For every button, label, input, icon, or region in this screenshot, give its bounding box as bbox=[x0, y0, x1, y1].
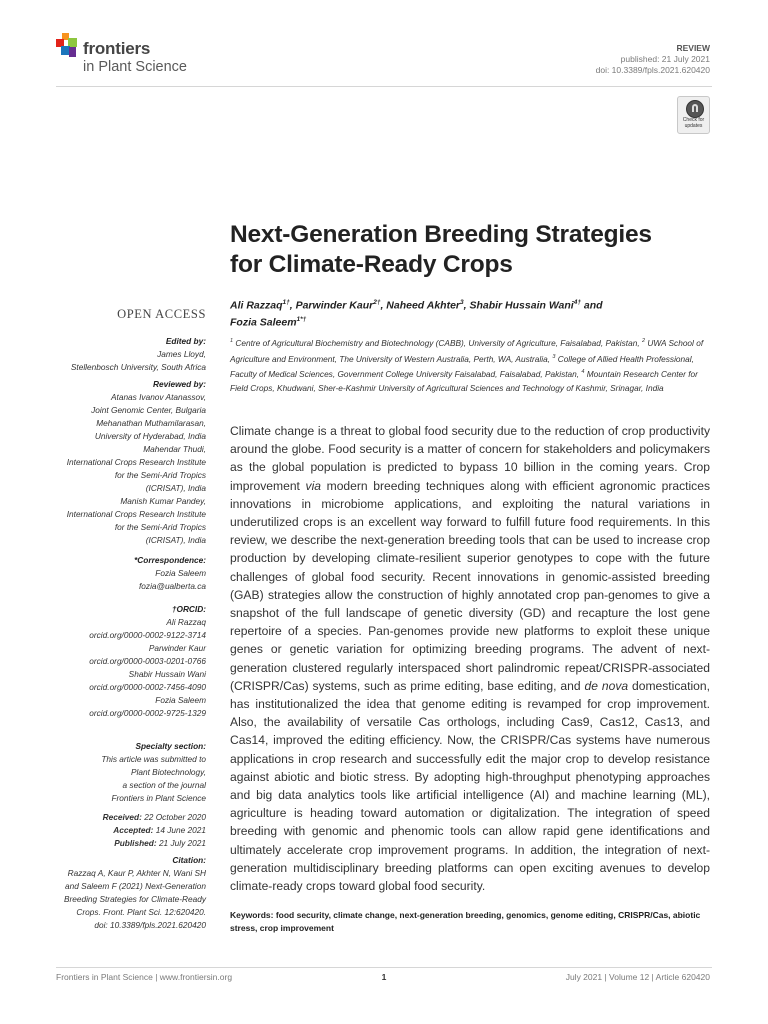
sidebar-line: Manish Kumar Pandey, bbox=[120, 496, 206, 506]
specialty-section bbox=[56, 740, 206, 805]
footer-journal-link[interactable]: Frontiers in Plant Science | www.frontiersin.org bbox=[56, 972, 233, 982]
sidebar-line: Shabir Hussain Wani bbox=[128, 669, 206, 679]
header-divider bbox=[56, 86, 712, 87]
sidebar-line: Mehanathan Muthamilarasan, bbox=[96, 418, 206, 428]
sidebar-line: orcid.org/0000-0003-0201-0766 bbox=[89, 656, 206, 666]
citation-section bbox=[56, 854, 206, 932]
sidebar-line: Fozia Saleem bbox=[155, 568, 206, 578]
journal-logo[interactable] bbox=[56, 33, 236, 81]
sidebar-line: doi: 10.3389/fpls.2021.620420 bbox=[94, 920, 206, 930]
page-number: 1 bbox=[381, 972, 387, 982]
footer-divider bbox=[56, 967, 712, 968]
logo-brand-text: frontiers bbox=[83, 39, 151, 58]
sidebar-line: International Crops Research Institute bbox=[66, 509, 206, 519]
article-meta bbox=[596, 43, 710, 76]
specialty-heading: Specialty section: bbox=[135, 741, 206, 751]
sidebar-line: a section of the journal bbox=[122, 780, 206, 790]
affiliations: $^1$ Centre of Agricultural Biochemistry and Biotechnology (CABB), University of Agriculture, Faisalabad, Pakistan, $^2$ UWA School of Agriculture and Environment, The University of Western Australia, Perth, WA, Australia, $^3$ College of Allied Health Professional, Faculty of Medical Sciences, Government College University Faisalabad, Faisalabad, Pakistan, $^4$ Mountain Research Center for Field Crops, Khudwani, Sher-e-Kashmir University of Agricultural Sciences and Technology of Kashmir, Srinagar, India bbox=[230, 337, 704, 393]
sidebar-lines bbox=[56, 391, 206, 547]
sidebar-line: Atanas Ivanov Atanassov, bbox=[110, 392, 206, 402]
sidebar-lines bbox=[56, 867, 206, 932]
article-title: Next-Generation Breeding Strategies for Climate-Ready Crops bbox=[230, 221, 652, 278]
logo-journal-text: in Plant Science bbox=[83, 59, 187, 75]
sidebar-line: International Crops Research Institute bbox=[66, 457, 206, 467]
check-updates-label: Check for updates bbox=[682, 117, 705, 129]
dates-section: Received: 22 October 2020 Accepted: 14 June 2021 Published: 21 July 2021 bbox=[102, 812, 206, 848]
orcid-heading: †ORCID: bbox=[171, 604, 206, 614]
reviewed-by-section bbox=[56, 378, 206, 547]
sidebar-line: Parwinder Kaur bbox=[148, 643, 206, 653]
sidebar-line: Frontiers in Plant Science bbox=[111, 793, 206, 803]
sidebar-lines bbox=[56, 348, 206, 374]
correspondence-heading: *Correspondence: bbox=[134, 555, 206, 565]
sidebar-line: Mahendar Thudi, bbox=[143, 444, 206, 454]
sidebar-line: Crops. Front. Plant Sci. 12:620420. bbox=[76, 907, 206, 917]
sidebar-line: Stellenbosch University, South Africa bbox=[70, 362, 206, 372]
sidebar-lines bbox=[56, 567, 206, 593]
sidebar-line: orcid.org/0000-0002-9725-1329 bbox=[89, 708, 206, 718]
author-name[interactable]: Naheed Akhter bbox=[386, 299, 460, 312]
sidebar-line: orcid.org/0000-0002-9122-3714 bbox=[89, 630, 206, 640]
doi-link[interactable]: doi: 10.3389/fpls.2021.620420 bbox=[595, 65, 710, 75]
edited-by-section bbox=[56, 335, 206, 374]
article-type: REVIEW bbox=[676, 43, 710, 53]
orcid-section bbox=[56, 603, 206, 720]
sidebar-line: for the Semi-Arid Tropics bbox=[114, 522, 206, 532]
edited-by-heading: Edited by: bbox=[165, 336, 206, 346]
author-list: Ali Razzaq$^{1\dagger}$, Parwinder Kaur$^{2\dagger}$, Naheed Akhter$^3$, Shabir Hussain Wani$^{4\dagger}$ and Fozia Saleem$^{1*\dagger}$ bbox=[230, 299, 603, 328]
sidebar-line: This article was submitted to bbox=[101, 754, 206, 764]
citation-heading: Citation: bbox=[172, 855, 206, 865]
author-name[interactable]: Shabir Hussain Wani bbox=[469, 299, 574, 312]
sidebar-line: Razzaq A, Kaur P, Akhter N, Wani SH bbox=[67, 868, 206, 878]
sidebar-line: and Saleem F (2021) Next-Generation bbox=[65, 881, 206, 891]
open-access-label: OPEN ACCESS bbox=[117, 307, 206, 321]
keywords: Keywords: food security, climate change, next-generation breeding, genomics, genome editing, CRISPR/Cas, abiotic stress, crop improvement bbox=[230, 910, 701, 933]
author-name[interactable]: Parwinder Kaur bbox=[295, 299, 374, 312]
sidebar-lines bbox=[56, 616, 206, 720]
published-date: published: 21 July 2021 bbox=[620, 54, 710, 64]
sidebar-line: (ICRISAT), India bbox=[145, 535, 206, 545]
abstract-text: Climate change is a threat to global food security due to the reduction of crop productivity around the globe. Food security is a matter of concern for stakeholders and policymakers as the global population is predicted to bypass 10 billion in the coming years. Crop improvement via modern breeding techniques along with efficient agronomic practices innovations in microbiome applications, and exploiting the natural variations in underutilized crops is an excellent way forward to fulfill future food requirements. In this review, we describe the next-generation breeding tools that can be used to increase crop production by developing climate-resilient superior genotypes to cope with the future challenges of global food security. Recent innovations in genomic-assisted breeding (GAB) strategies allow the construction of highly annotated crop pan-genomes to give a snapshot of the full landscape of genetic diversity (GD) and recapture the lost gene repertoire of a species. Pan-genomes provide new platforms to exploit these unique genes or genetic variation for optimizing breeding programs. The advent of next-generation clustered regularly interspaced short palindromic repeat/CRISPR-associated (CRISPR/Cas) systems, such as prime editing, base editing, and de nova domestication, has institutionalized the idea that genome editing is revamped for crop improvement. Also, the availability of versatile Cas orthologs, including Cas9, Cas12, Cas13, and Cas14, improved the editing efficiency. Now, the CRISPR/Cas systems have numerous applications in crop research and successfully edit the major crop to develop resistance against abiotic and biotic stress. By adopting high-throughput phenotyping approaches and big data analytics tools like artificial intelligence (AI) and machine learning (ML), agriculture is heading toward automation or digitalization. The integration of speed breeding with genomic and phenomic tools can allow rapid gene identifications and ultimately accelerate crop improvement programs. In addition, the integration of next-generation multidisciplinary breeding platforms can open exciting avenues to develop climate-ready crops toward global food security. bbox=[230, 424, 710, 894]
frontiers-logo-icon bbox=[56, 33, 82, 63]
sidebar-line: University of Hyderabad, India bbox=[94, 431, 206, 441]
sidebar-line: (ICRISAT), India bbox=[145, 483, 206, 493]
author-name[interactable]: Ali Razzaq bbox=[230, 299, 283, 312]
sidebar-line: Plant Biotechnology, bbox=[130, 767, 206, 777]
sidebar-line: Fozia Saleem bbox=[155, 695, 206, 705]
check-updates-icon bbox=[686, 100, 704, 118]
sidebar-line: Breeding Strategies for Climate-Ready bbox=[63, 894, 206, 904]
sidebar-lines bbox=[56, 753, 206, 805]
sidebar-line: fozia@ualberta.ca bbox=[139, 581, 206, 591]
reviewed-by-heading: Reviewed by: bbox=[152, 379, 206, 389]
check-for-updates-button[interactable] bbox=[677, 96, 710, 134]
sidebar-line: orcid.org/0000-0002-7456-4090 bbox=[89, 682, 206, 692]
correspondence-section bbox=[56, 554, 206, 593]
sidebar-line: for the Semi-Arid Tropics bbox=[114, 470, 206, 480]
author-name[interactable]: Fozia Saleem bbox=[230, 316, 297, 328]
footer-issue-info: July 2021 | Volume 12 | Article 620420 bbox=[565, 972, 710, 982]
sidebar-line: Ali Razzaq bbox=[166, 617, 206, 627]
sidebar-line: Joint Genomic Center, Bulgaria bbox=[91, 405, 206, 415]
sidebar-line: James Lloyd, bbox=[157, 349, 206, 359]
